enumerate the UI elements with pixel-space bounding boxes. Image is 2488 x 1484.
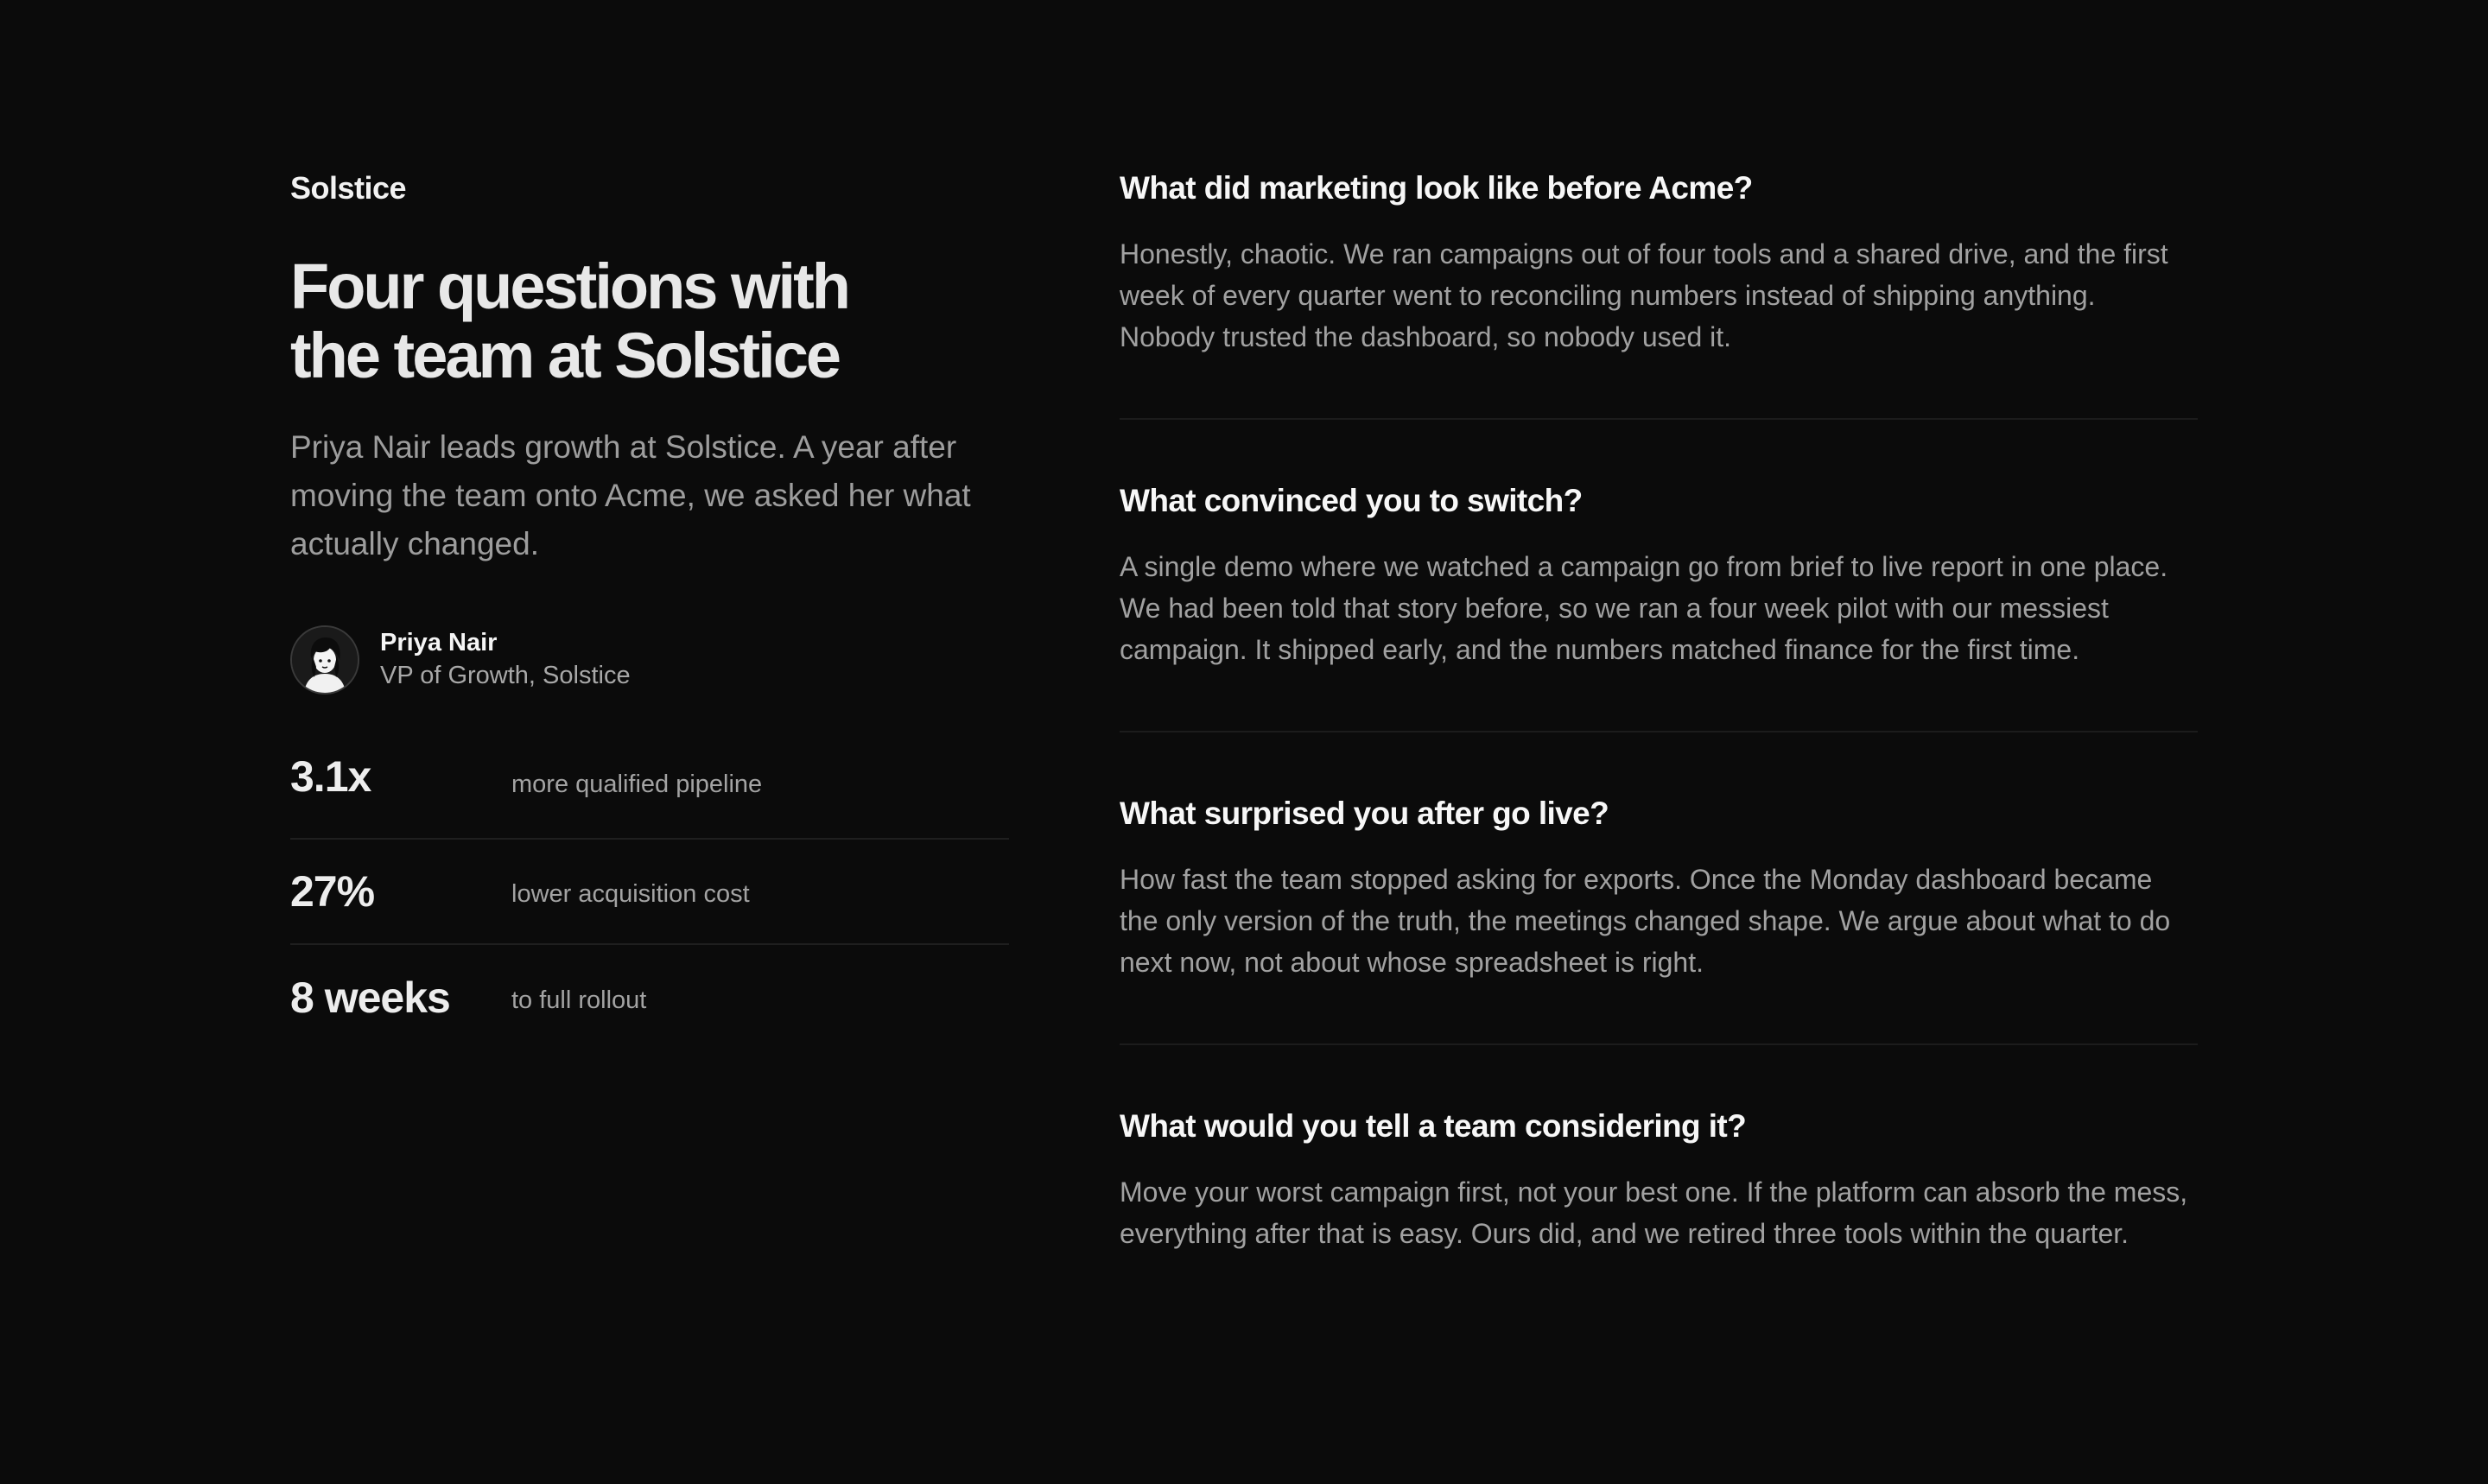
answer-text: Honestly, chaotic. We ran campaigns out of four tools and a shared drive, and the first week of every quarter went to reconciling numbers instead of shipping anything. Nobody trusted the dashboard, so nobody used it. <box>1120 238 2168 352</box>
qa-item <box>1120 169 2198 420</box>
stat-label: to full rollout <box>511 986 647 1014</box>
answer-text: Move your worst campaign first, not your best one. If the platform can absorb the mess, everything after that is easy. Ours did, and we retired three tools within the quarter. <box>1120 1176 2188 1249</box>
question-heading: What would you tell a team considering it? <box>1120 1108 1747 1144</box>
stat-value: 27% <box>290 867 375 916</box>
author-details <box>380 627 631 693</box>
page-title <box>290 252 1009 390</box>
stat-value: 3.1x <box>290 752 371 801</box>
stat-label: more qualified pipeline <box>511 771 763 798</box>
question-heading: What surprised you after go live? <box>1120 796 1609 831</box>
interview-qa-column <box>1120 169 2198 1377</box>
intro-paragraph: Priya Nair leads growth at Solstice. A year after moving the team onto Acme, we asked her what actually changed. <box>290 429 971 561</box>
qa-item <box>1120 482 2198 732</box>
stats-list <box>290 743 1009 1050</box>
stat-value: 8 weeks <box>290 973 450 1022</box>
question-heading: What convinced you to switch? <box>1120 483 1583 518</box>
brand-name: Solstice <box>290 170 407 206</box>
qa-item <box>1120 795 2198 1045</box>
answer-text: How fast the team stopped asking for exports. Once the Monday dashboard became the only version of the truth, the meetings changed shape. We argue about what to do next now, not about whose spreadsheet is right. <box>1120 864 2171 978</box>
author-card <box>290 625 1009 694</box>
page-title-line-1: Four questions with <box>290 251 848 322</box>
stat-row <box>290 743 1009 840</box>
author-role: VP of Growth, Solstice <box>380 662 631 689</box>
answer-text: A single demo where we watched a campaign go from brief to live report in one place. We had been told that story before, so we ran a four week pilot with our messiest campaign. It shipped early, and the numbers matched finance for the first time. <box>1120 551 2168 665</box>
avatar-portrait-icon <box>290 625 359 694</box>
qa-item <box>1120 1107 2198 1315</box>
stat-row <box>290 840 1009 945</box>
author-name: Priya Nair <box>380 629 498 656</box>
question-heading: What did marketing look like before Acme? <box>1120 170 1753 206</box>
stat-label: lower acquisition cost <box>511 879 750 908</box>
page-title-line-2: the team at Solstice <box>290 320 840 391</box>
stat-row <box>290 945 1009 1050</box>
story-intro-column <box>290 169 1009 1050</box>
